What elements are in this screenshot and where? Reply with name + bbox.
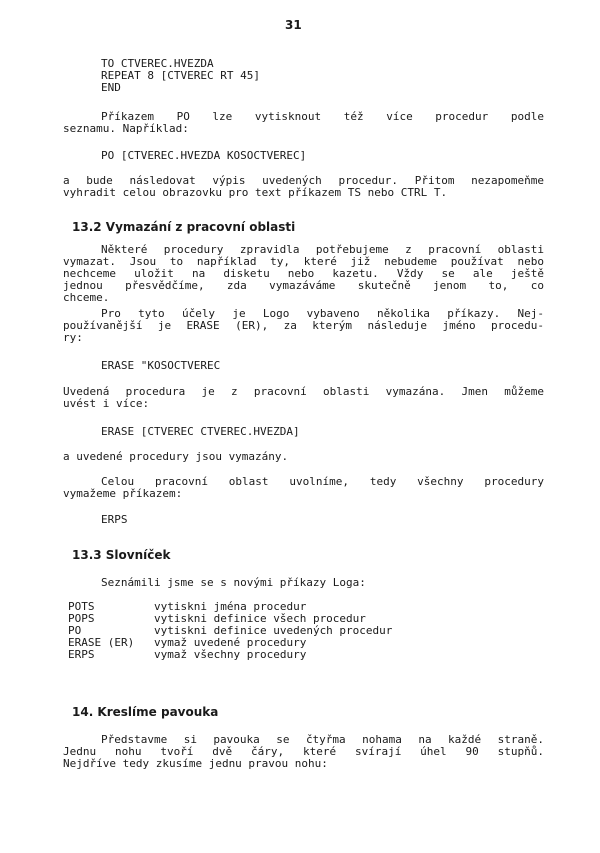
paragraph-line: seznamu. Například: (63, 122, 189, 135)
code-line: TO CTVEREC.HVEZDA (101, 57, 214, 70)
code-line: END (101, 81, 121, 94)
paragraph-line: a uvedené procedury jsou vymazány. (63, 450, 289, 463)
description-cell: vymaž všechny procedury (154, 648, 307, 661)
section-heading: 14. Kreslíme pavouka (72, 705, 219, 719)
code-line: REPEAT 8 [CTVEREC RT 45] (101, 69, 260, 82)
paragraph-line: Jednu nohu tvoří dvě čáry, které svírají úhel 90 stupňů. (63, 745, 544, 758)
paragraph-line: vymazat. Jsou to například ty, které již nebudeme používat nebo (63, 255, 544, 268)
paragraph-line: Uvedená procedura je z pracovní oblasti vymazána. Jmen můžeme (63, 385, 544, 398)
paragraph-line: jednou přesvědčíme, zda vymazáváme skutečně jenom to, co (63, 279, 544, 292)
paragraph-line: Seznámili jsme se s novými příkazy Loga: (101, 576, 366, 589)
paragraph-line: Pro tyto účely je Logo vybaveno několika příkazy. Nej- (101, 307, 544, 320)
section-heading: 13.2 Vymazání z pracovní oblasti (72, 220, 296, 234)
code-line: ERASE [CTVEREC CTVEREC.HVEZDA] (101, 425, 300, 438)
command-cell: POPS (68, 612, 95, 625)
description-cell: vytiskni jména procedur (154, 600, 307, 613)
command-cell: ERPS (68, 648, 95, 661)
command-cell: POTS (68, 600, 95, 613)
command-cell: ERASE (ER) (68, 636, 135, 649)
paragraph-line: Nejdříve tedy zkusíme jednu pravou nohu: (63, 757, 328, 770)
table-row (68, 649, 392, 661)
code-line: PO [CTVEREC.HVEZDA KOSOCTVEREC] (101, 149, 307, 162)
paragraph-line: a bude následovat výpis uvedených procedur. Přitom nezapomeňme (63, 174, 544, 187)
vocabulary-table (68, 601, 392, 661)
paragraph-line: Celou pracovní oblast uvolníme, tedy všechny procedury (101, 475, 544, 488)
paragraph-line: vyhradit celou obrazovku pro text příkazem TS nebo CTRL T. (63, 186, 448, 199)
paragraph-line: Některé procedury zpravidla potřebujeme z pracovní oblasti (101, 243, 544, 256)
description-cell: vytiskni definice všech procedur (154, 612, 366, 625)
page-number: 31 (285, 18, 302, 32)
paragraph-line: nechceme uložit na disketu nebo kazetu. Vždy se ale ještě (63, 267, 544, 280)
command-cell: PO (68, 624, 82, 637)
description-cell: vymaž uvedené procedury (154, 636, 307, 649)
paragraph-line: Představme si pavouka se čtyřma nohama na každé straně. (101, 733, 544, 746)
description-cell: vytiskni definice uvedených procedur (154, 624, 393, 637)
code-line: ERASE "KOSOCTVEREC (101, 359, 221, 372)
paragraph-line: ry: (63, 331, 83, 344)
section-heading: 13.3 Slovníček (72, 548, 171, 562)
paragraph-line: chceme. (63, 291, 110, 304)
paragraph-line: uvést i více: (63, 397, 150, 410)
code-line: ERPS (101, 513, 128, 526)
paragraph-line: používanější je ERASE (ER), za kterým následuje jméno procedu- (63, 319, 544, 332)
paragraph-line: vymažeme příkazem: (63, 487, 183, 500)
paragraph-line: Příkazem PO lze vytisknout též více procedur podle (101, 110, 544, 123)
